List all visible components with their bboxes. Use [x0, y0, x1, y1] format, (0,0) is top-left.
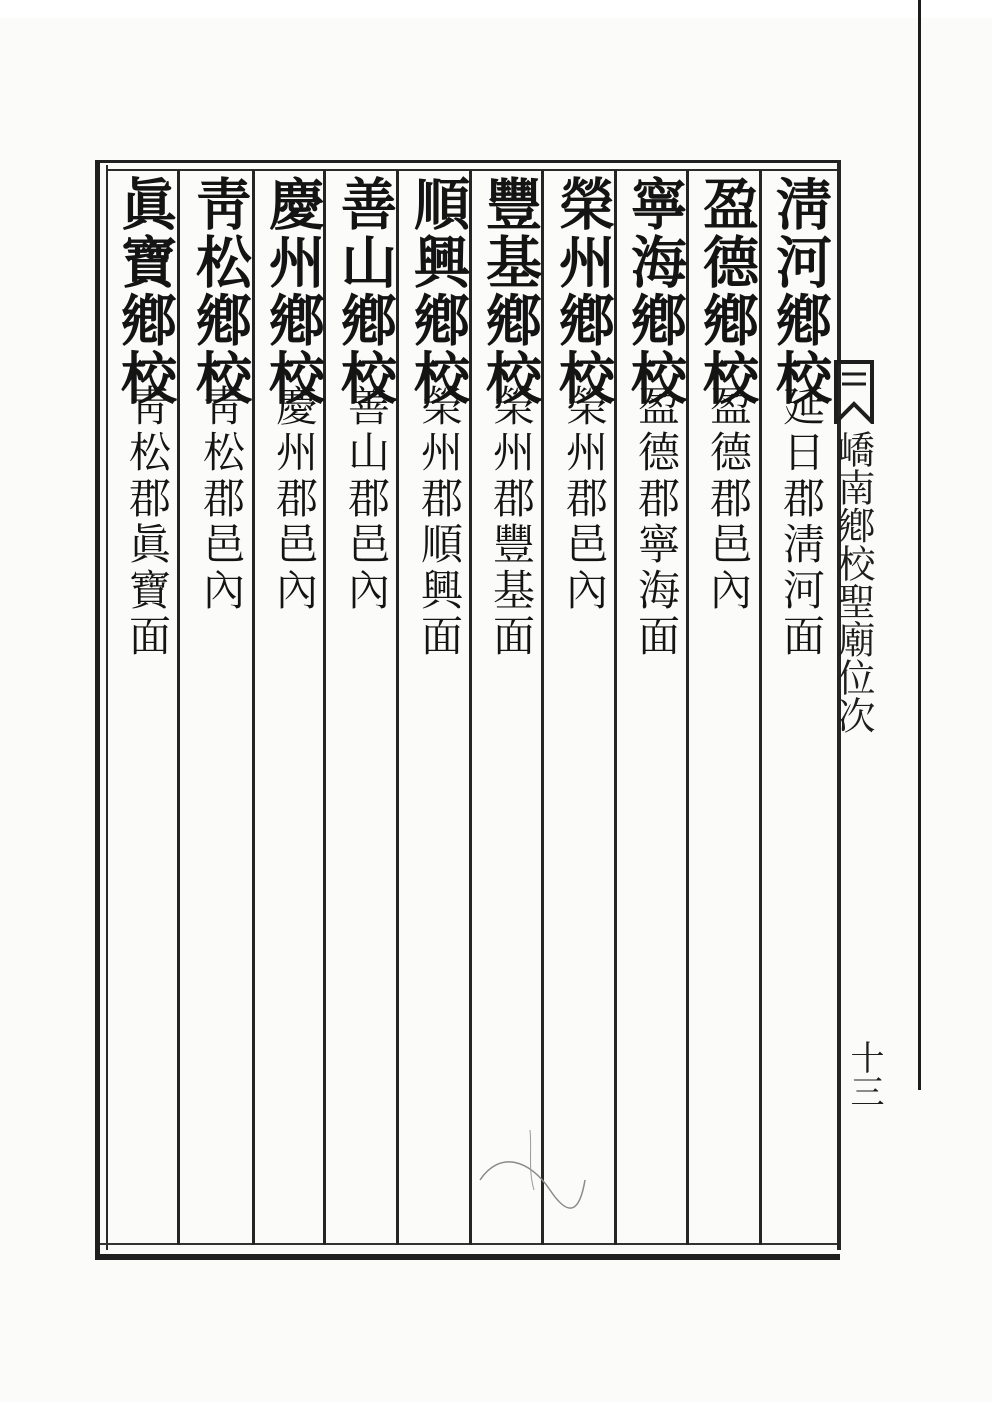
entry-location: 盈德郡寧海面	[632, 384, 681, 660]
entry-title: 豐基鄕校	[477, 175, 543, 407]
entry-title: 榮州鄕校	[550, 175, 616, 407]
entry-location: 靑松郡眞寶面	[123, 384, 172, 660]
fore-edge-title: 嶠南鄕校聖廟位次	[831, 430, 875, 734]
fish-tail-mark-icon	[834, 360, 874, 424]
entry-location: 善山郡邑內	[342, 384, 391, 614]
scan-edge-line	[918, 0, 921, 1090]
entry-title: 慶州鄕校	[260, 175, 326, 407]
entry-title: 順興鄕校	[405, 175, 471, 407]
entry-location: 靑松郡邑內	[197, 384, 246, 614]
entry-location: 延日郡淸河面	[777, 384, 826, 660]
entry-title: 盈德鄕校	[694, 175, 760, 407]
entry-title: 靑松鄕校	[187, 175, 253, 407]
page-number: 十三	[844, 1040, 884, 1108]
entry-location: 盈德郡邑內	[704, 384, 753, 614]
entry-location: 榮州郡豐基面	[487, 384, 536, 660]
entry-location: 慶州郡邑內	[270, 384, 319, 614]
scan-stray-mark	[470, 1120, 590, 1220]
scan-margin-top	[0, 0, 992, 18]
entry-title: 寧海鄕校	[622, 175, 688, 407]
entry-location: 榮州郡順興面	[415, 384, 464, 660]
entry-title: 善山鄕校	[332, 175, 398, 407]
entry-title: 眞寶鄕校	[112, 175, 178, 407]
entry-title: 淸河鄕校	[767, 175, 833, 407]
entry-location: 榮州郡邑內	[560, 384, 609, 614]
